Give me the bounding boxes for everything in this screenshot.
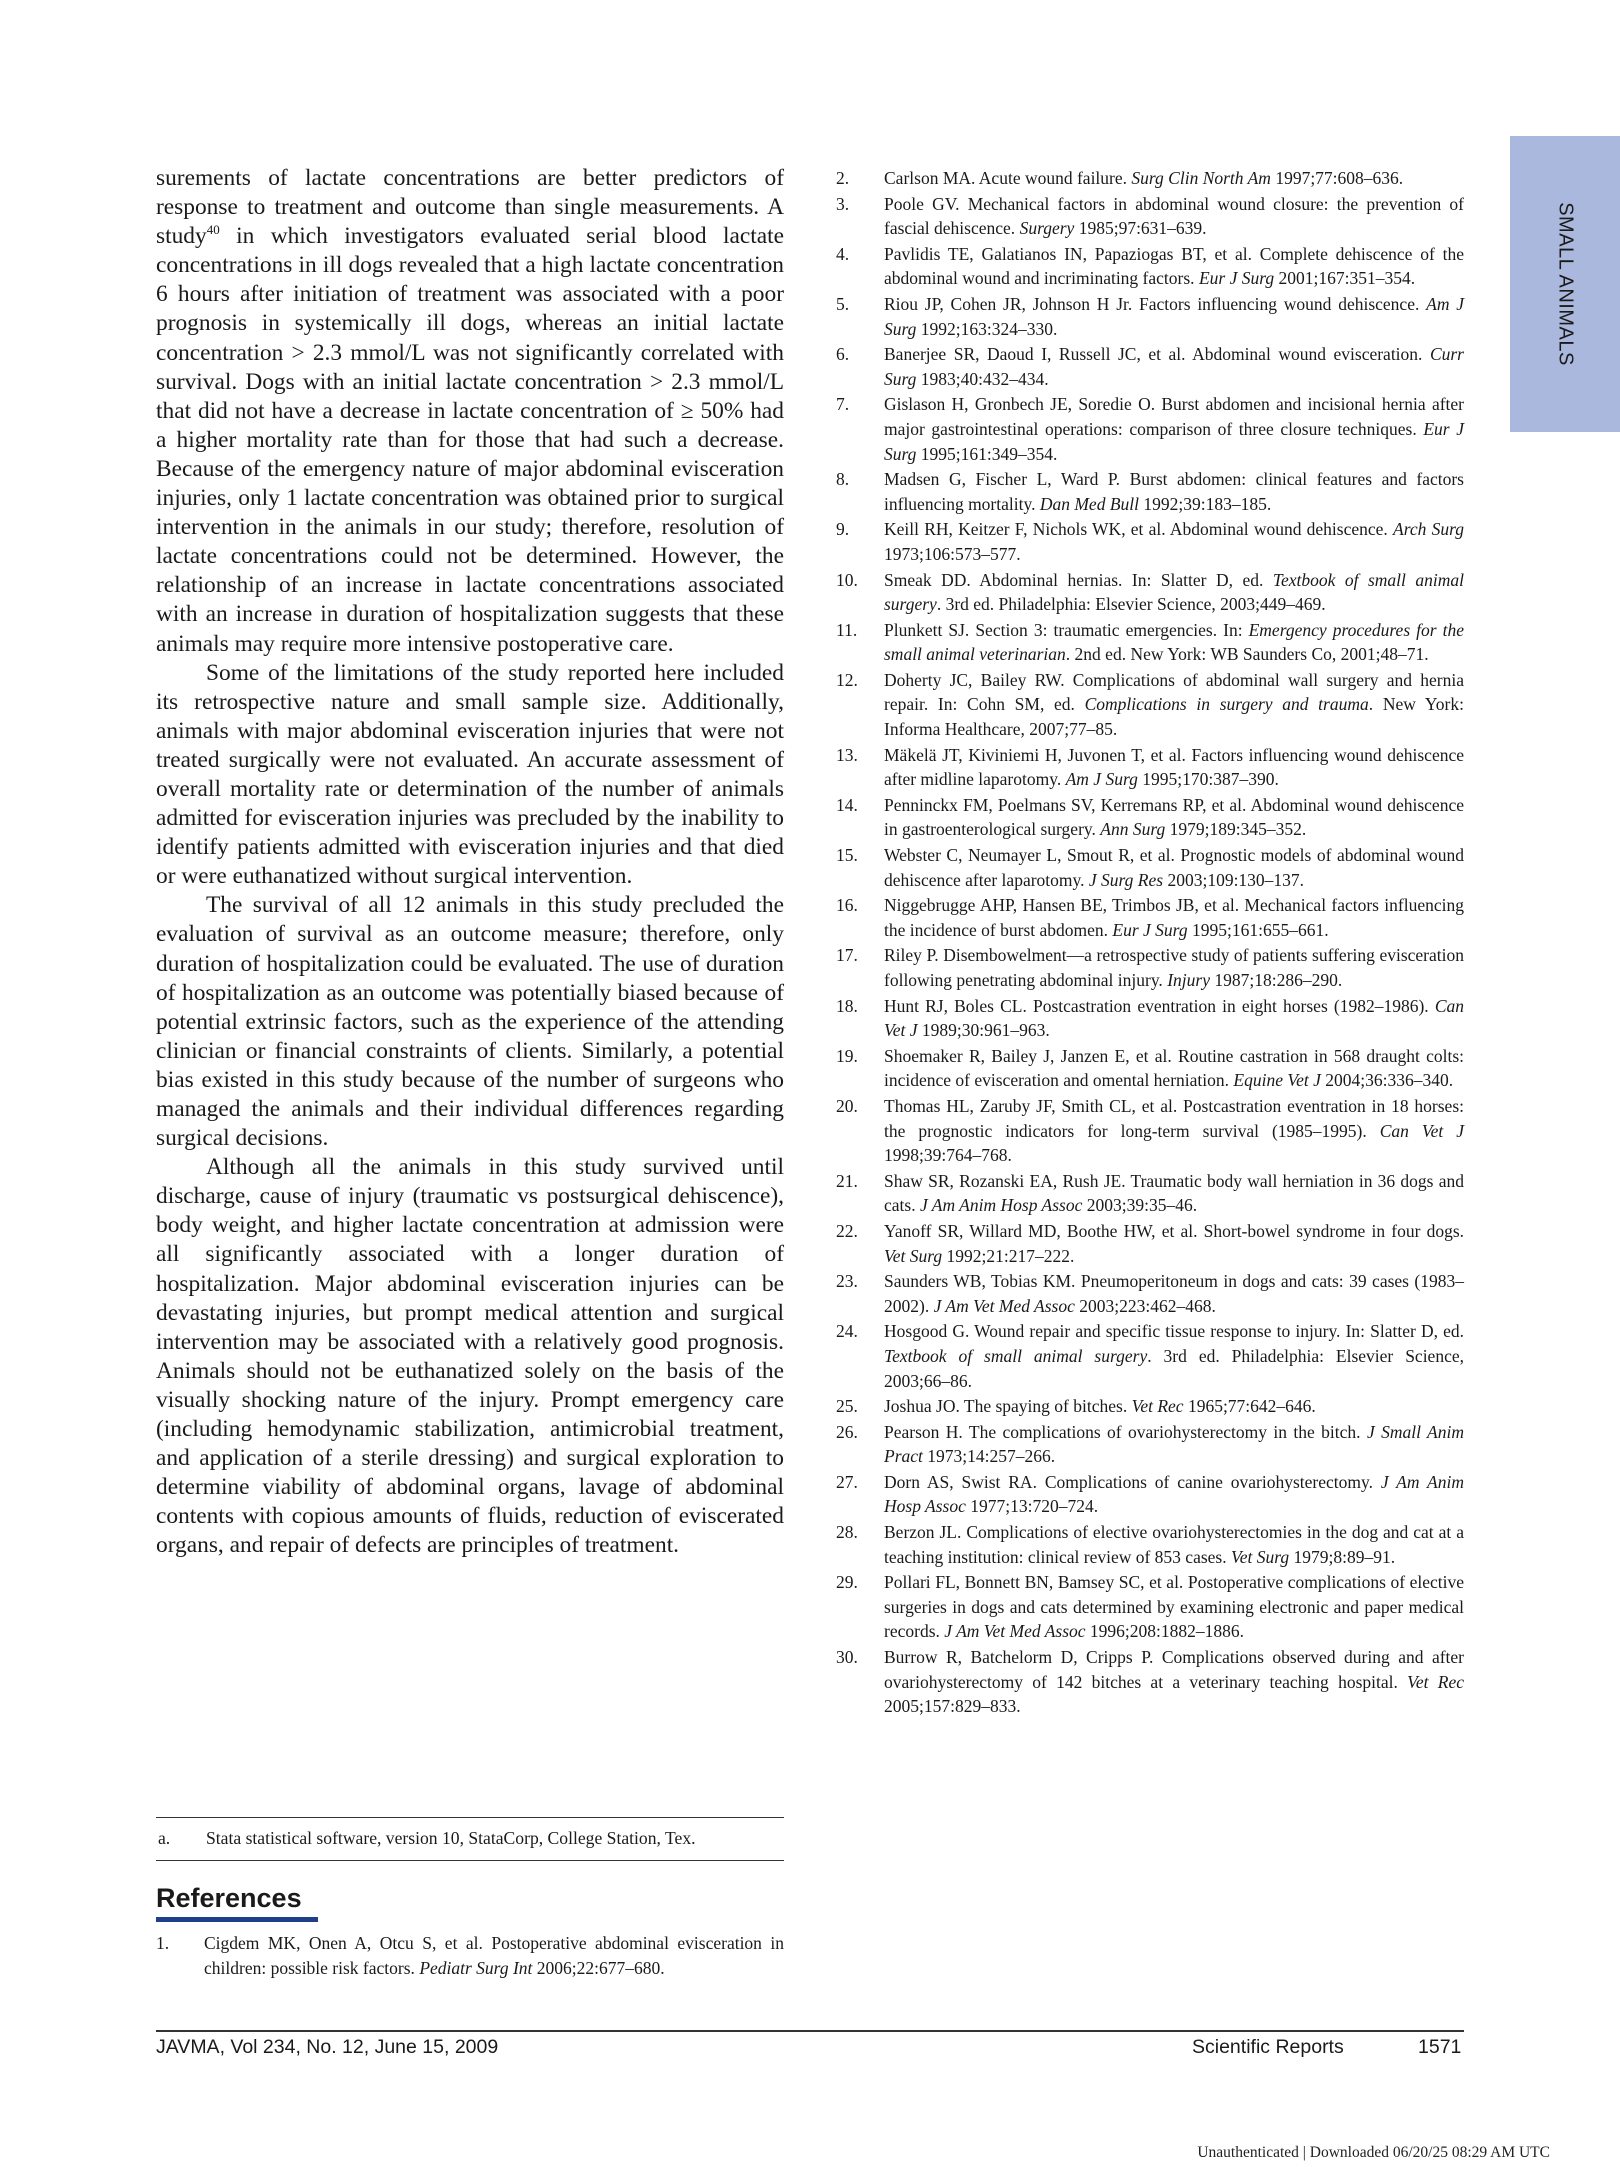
reference-number: 9.: [836, 519, 850, 540]
reference-number: 8.: [836, 469, 850, 490]
reference-number: 28.: [836, 1522, 858, 1543]
reference-number: 5.: [836, 293, 850, 314]
reference-item: [836, 1319, 1464, 1393]
reference-number: 4.: [836, 243, 850, 264]
reference-text: Riou JP, Cohen JR, Johnson H Jr. Factors influencing wound dehiscence. Am J Surg 1992;163:324–330.: [884, 293, 1464, 339]
reference-text: Berzon JL. Complications of elective ovariohysterectomies in the dog and cat at a teaching institution: clinical review of 853 cases. Vet Surg 1979;8:89–91.: [884, 1522, 1464, 1567]
reference-item: [836, 392, 1464, 466]
reference-text: Hosgood G. Wound repair and specific tissue response to injury. In: Slatter D, ed. Textbook of small animal surgery. 3rd ed. Philadelphia: Elsevier Science, 2003;66–86.: [884, 1321, 1464, 1391]
reference-item: [836, 943, 1464, 992]
reference-text: Cigdem MK, Onen A, Otcu S, et al. Postoperative abdominal evisceration in children: possible risk factors. Pediatr Surg Int 2006;22:677–680.: [204, 1933, 784, 1978]
reference-journal: Injury: [1167, 970, 1210, 990]
reference-journal: Ann Surg: [1100, 819, 1166, 840]
reference-journal: Am J Surg: [884, 293, 1464, 339]
reference-number: 30.: [836, 1647, 858, 1668]
reference-number: 6.: [836, 344, 850, 365]
reference-text: Pearson H. The complications of ovariohysterectomy in the bitch. J Small Anim Pract 1973;14:257–266.: [884, 1421, 1464, 1467]
reference-journal: J Small Anim Pract: [884, 1421, 1464, 1467]
reference-item: [836, 1044, 1464, 1093]
reference-text: Keill RH, Keitzer F, Nichols WK, et al. Abdominal wound dehiscence. Arch Surg 1973;106:573–577.: [884, 519, 1465, 564]
reference-text: Pollari FL, Bonnett BN, Bamsey SC, et al. Postoperative complications of elective surgeries in dogs and cats determined by examining electronic and paper medical records. J Am Vet Med Assoc 1996;208:1882–1886.: [884, 1572, 1464, 1642]
reference-list-left: [156, 1931, 784, 1981]
reference-text: Shoemaker R, Bailey J, Janzen E, et al. Routine castration in 568 draught colts: incidence of evisceration and omental herniation. Equine Vet J 2004;36:336–340.: [884, 1045, 1464, 1091]
section-tab: [1510, 136, 1620, 432]
reference-journal: Emergency procedures for the small animal veterinarian: [884, 619, 1464, 665]
reference-number: 10.: [836, 569, 858, 590]
reference-item: [836, 1269, 1464, 1318]
reference-journal: Pediatr Surg Int: [419, 1957, 533, 1978]
reference-journal: Surgery: [1019, 218, 1075, 239]
reference-text: Hunt RJ, Boles CL. Postcastration eventration in eight horses (1982–1986). Can Vet J 1989;30:961–963.: [884, 995, 1464, 1041]
reference-journal: Equine Vet J: [1233, 1070, 1321, 1091]
reference-item: [836, 1520, 1464, 1569]
reference-text: Mäkelä JT, Kiviniemi H, Juvonen T, et al. Factors influencing wound dehiscence after midline laparotomy. Am J Surg 1995;170:387–390.: [884, 744, 1464, 790]
reference-item: [836, 1169, 1464, 1218]
reference-text: Gislason H, Gronbech JE, Soredie O. Burst abdomen and incisional hernia after major gastrointestinal operations: comparison of three closure techniques. Eur J Surg 1995;161:349–354.: [884, 394, 1464, 464]
reference-journal: Am J Surg: [1065, 769, 1138, 790]
reference-text: Penninckx FM, Poelmans SV, Kerremans RP, et al. Abdominal wound dehiscence in gastroenterological surgery. Ann Surg 1979;189:345–352.: [884, 794, 1464, 840]
reference-journal: Vet Surg: [884, 1245, 943, 1266]
footnote-label: a.: [158, 1828, 171, 1848]
reference-number: 2.: [836, 168, 850, 188]
body-paragraph-4: Although all the animals in this study survived until discharge, cause of injury (traumatic vs postsurgical dehiscence), body weight, and higher lactate concentration at admission were all significantly associated with a longer duration of hospitalization. Major abdominal evisceration injuries can be devastating injuries, but prompt medical attention and surgical intervention may be associated with a relatively good prognosis. Animals should not be euthanatized solely on the basis of the visually shocking nature of the injury. Prompt emergency care (including hemodynamic stabilization, antimicrobial treatment, and application of a sterile dressing) and surgical exploration to determine viability of abdominal organs, lavage of abdominal contents with copious amounts of fluids, reduction of eviscerated organs, and repair of defects are principles of treatment.: [156, 1154, 784, 1559]
reference-number: 14.: [836, 794, 858, 815]
reference-journal: Vet Rec: [1407, 1671, 1464, 1692]
reference-text: Banerjee SR, Daoud I, Russell JC, et al. Abdominal wound evisceration. Curr Surg 1983;40:432–434.: [884, 344, 1464, 389]
body-paragraph-1: surements of lactate concentrations are better predictors of response to treatment and outcome than single measurements. A study$^{40}$ in which investigators evaluated serial blood lactate concentrations in ill dogs revealed that a high lactate concentration 6 hours after initiation of treatment was associated with a poor prognosis in systemically ill dogs, whereas an initial lactate concentration > 2.3 mmol/L was not significantly correlated with survival. Dogs with an initial lactate concentration > 2.3 mmol/L that did not have a decrease in lactate concentration of ≥ 50% had a higher mortality rate than for those that had such a decrease. Because of the emergency nature of major abdominal evisceration injuries, only 1 lactate concentration was obtained prior to surgical intervention in the animals in our study; therefore, resolution of lactate concentrations could not be determined. However, the relationship of an increase in lactate concentrations associated with an increase in duration of hospitalization suggests that these animals may require more intensive postoperative care.: [156, 165, 784, 657]
reference-text: Yanoff SR, Willard MD, Boothe HW, et al. Short-bowel syndrome in four dogs. Vet Surg 1992;21:217–222.: [884, 1220, 1464, 1266]
reference-journal: J Surg Res: [1088, 869, 1164, 890]
reference-number: 15.: [836, 845, 858, 866]
reference-item: [836, 467, 1464, 516]
reference-number: 19.: [836, 1045, 858, 1066]
reference-number: 18.: [836, 995, 858, 1016]
reference-text: Dorn AS, Swist RA. Complications of canine ovariohysterectomy. J Am Anim Hosp Assoc 1977;13:720–724.: [884, 1471, 1464, 1517]
reference-item: [836, 166, 1464, 191]
reference-item: [836, 1219, 1464, 1268]
reference-text: Webster C, Neumayer L, Smout R, et al. Prognostic models of abdominal wound dehiscence after laparotomy. J Surg Res 2003;109:130–137.: [884, 845, 1464, 890]
reference-item: [836, 843, 1464, 892]
reference-journal: Eur J Surg: [1112, 919, 1188, 940]
reference-text: Joshua JO. The spaying of bitches. Vet Rec 1965;77:642–646.: [884, 1396, 1316, 1417]
reference-text: Burrow R, Batchelorm D, Cripps P. Complications observed during and after ovariohysterectomy of 142 bitches at a veterinary teaching hospital. Vet Rec 2005;157:829–833.: [884, 1647, 1464, 1717]
reference-number: 29.: [836, 1572, 858, 1593]
reference-journal: Curr Surg: [884, 344, 1464, 389]
reference-item: [836, 1394, 1464, 1419]
reference-text: Plunkett SJ. Section 3: traumatic emergencies. In: Emergency procedures for the small animal veterinarian. 2nd ed. New York: WB Saunders Co, 2001;48–71.: [884, 619, 1464, 665]
reference-item: [836, 743, 1464, 792]
page-number: 1571: [1418, 2036, 1462, 2058]
reference-text: Shaw SR, Rozanski EA, Rush JE. Traumatic body wall herniation in 36 dogs and cats. J Am Anim Hosp Assoc 2003;39:35–46.: [884, 1170, 1464, 1216]
reference-number: 25.: [836, 1396, 858, 1417]
footer-journal-info: JAVMA, Vol 234, No. 12, June 15, 2009: [156, 2036, 499, 2058]
reference-item: [836, 292, 1464, 341]
reference-number: 7.: [836, 394, 850, 415]
reference-item: [836, 1470, 1464, 1519]
reference-journal: Can Vet J: [884, 995, 1464, 1041]
reference-text: Riley P. Disembowelment—a retrospective study of patients suffering evisceration following penetrating abdominal injury. Injury 1987;18:286–290.: [884, 945, 1464, 990]
reference-item: [836, 668, 1464, 742]
reference-number: 20.: [836, 1095, 858, 1116]
reference-journal: Vet Rec: [1131, 1396, 1184, 1417]
reference-item: [836, 994, 1464, 1043]
reference-journal: Arch Surg: [1393, 519, 1465, 540]
reference-journal: Textbook of small animal surgery: [884, 569, 1464, 615]
reference-item: [836, 893, 1464, 942]
references-heading: References: [156, 1883, 302, 1913]
reference-list-right: [836, 166, 1464, 1720]
reference-journal: Eur J Surg: [1198, 268, 1275, 289]
references-heading-underline: [156, 1917, 318, 1922]
body-text: [156, 164, 784, 1561]
reference-number: 27.: [836, 1471, 858, 1492]
reference-number: 21.: [836, 1170, 858, 1191]
reference-number: 26.: [836, 1421, 858, 1442]
reference-journal: J Am Vet Med Assoc: [944, 1621, 1086, 1642]
reference-journal: Complications in surgery and trauma: [1084, 694, 1369, 715]
reference-text: Madsen G, Fischer L, Ward P. Burst abdomen: clinical features and factors influencing mortality. Dan Med Bull 1992;39:183–185.: [884, 469, 1464, 514]
footer-section-name: Scientific Reports: [1192, 2036, 1344, 2058]
reference-journal: Eur J Surg: [884, 418, 1464, 464]
reference-text: Thomas HL, Zaruby JF, Smith CL, et al. Postcastration eventration in 18 horses: the prognostic indicators for long-term survival (1985–1995). Can Vet J 1998;39:764–768.: [884, 1095, 1464, 1166]
reference-number: 22.: [836, 1220, 858, 1241]
reference-text: Smeak DD. Abdominal hernias. In: Slatter D, ed. Textbook of small animal surgery. 3rd ed. Philadelphia: Elsevier Science, 2003;449–469.: [884, 569, 1464, 615]
reference-number: 23.: [836, 1271, 858, 1292]
reference-text: Saunders WB, Tobias KM. Pneumoperitoneum in dogs and cats: 39 cases (1983–2002). J Am Vet Med Assoc 2003;223:462–468.: [884, 1271, 1464, 1316]
reference-text: Niggebrugge AHP, Hansen BE, Trimbos JB, et al. Mechanical factors influencing the incidence of burst abdomen. Eur J Surg 1995;161:655–661.: [884, 895, 1464, 940]
reference-item: [836, 1645, 1464, 1719]
reference-item: [836, 517, 1464, 566]
reference-item: [836, 242, 1464, 291]
section-tab-label: SMALL ANIMALS: [1554, 202, 1577, 366]
footnote-text: Stata statistical software, version 10, StataCorp, College Station, Tex.: [206, 1828, 696, 1848]
reference-item: [836, 192, 1464, 241]
reference-number: 11.: [836, 619, 858, 640]
reference-number: 13.: [836, 744, 858, 765]
reference-item: [836, 1420, 1464, 1469]
reference-item: [836, 568, 1464, 617]
footnote: [156, 1817, 784, 1861]
body-paragraph-2: Some of the limitations of the study reported here included its retrospective nature and small sample size. Additionally, animals with major abdominal evisceration injuries that were not treated surgically were not evaluated. An accurate assessment of overall mortality rate or determination of the number of animals admitted for evisceration injuries was precluded by the inability to identify patients admitted with evisceration injuries and that died or were euthanatized without surgical intervention.: [156, 659, 784, 890]
reference-item: [836, 1570, 1464, 1644]
body-paragraph-3: The survival of all 12 animals in this study precluded the evaluation of survival as an outcome measure; therefore, only duration of hospitalization could be evaluated. The use of duration of hospitalization as an outcome was potentially biased because of potential extrinsic factors, such as the experience of the attending clinician or financial constraints of clients. Similarly, a potential bias existed in this study because of the number of surgeons who managed the animals and their individual differences regarding surgical decisions.: [156, 892, 784, 1152]
reference-text: Poole GV. Mechanical factors in abdominal wound closure: the prevention of fascial dehiscence. Surgery 1985;97:631–639.: [884, 193, 1464, 239]
reference-item: [836, 793, 1464, 842]
reference-journal: J Am Vet Med Assoc: [933, 1295, 1075, 1316]
reference-number: 1.: [156, 1933, 170, 1953]
reference-item: [836, 618, 1464, 667]
reference-text: Pavlidis TE, Galatianos IN, Papaziogas BT, et al. Complete dehiscence of the abdominal wound and incriminating factors. Eur J Surg 2001;167:351–354.: [884, 243, 1464, 289]
reference-journal: Dan Med Bull: [1039, 493, 1139, 514]
reference-number: 24.: [836, 1321, 858, 1342]
download-stamp: Unauthenticated | Downloaded 06/20/25 08:29 AM UTC: [1197, 2144, 1550, 2161]
reference-text: Doherty JC, Bailey RW. Complications of abdominal wall surgery and hernia repair. In: Cohn SM, ed. Complications in surgery and trauma. New York: Informa Healthcare, 2007;77–85.: [884, 669, 1464, 740]
reference-item: [836, 1094, 1464, 1168]
reference-item: [156, 1931, 784, 1980]
reference-text: Carlson MA. Acute wound failure. Surg Clin North Am 1997;77:608–636.: [884, 168, 1404, 188]
reference-number: 17.: [836, 945, 858, 966]
citation-superscript: 40: [206, 222, 220, 238]
reference-number: 3.: [836, 193, 850, 214]
reference-number: 12.: [836, 669, 858, 690]
reference-journal: J Am Anim Hosp Assoc: [884, 1471, 1464, 1517]
reference-journal: Surg Clin North Am: [1131, 168, 1271, 188]
reference-number: 16.: [836, 895, 858, 916]
reference-journal: Vet Surg: [1230, 1546, 1290, 1567]
reference-journal: J Am Anim Hosp Assoc: [919, 1195, 1083, 1216]
reference-journal: Textbook of small animal surgery: [884, 1345, 1148, 1366]
reference-item: [836, 342, 1464, 391]
footer-divider: [156, 2030, 1464, 2032]
reference-journal: Can Vet J: [1379, 1120, 1464, 1141]
